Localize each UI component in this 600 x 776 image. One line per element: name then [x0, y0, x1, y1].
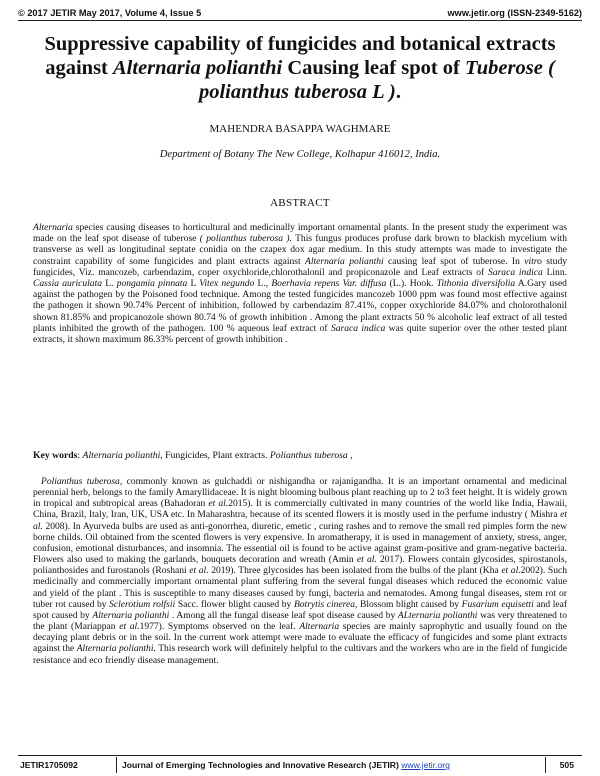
- running-footer: [18, 757, 582, 773]
- footer-divider: [545, 757, 546, 773]
- paper-title: Suppressive capability of fungicides and botanical extracts against Alternaria polianthi Causing leaf spot of Tuberose ( polianthus tuberosa L ).: [44, 33, 556, 103]
- footer-divider: [116, 757, 117, 773]
- abstract-heading: ABSTRACT: [270, 197, 330, 209]
- journal-issue-info: © 2017 JETIR May 2017, Volume 4, Issue 5: [18, 8, 202, 18]
- keywords-line: Key words: Alternaria polianthi, Fungicides, Plant extracts. Polianthus tuberosa ,: [33, 450, 353, 461]
- author-name: MAHENDRA BASAPPA WAGHMARE: [209, 123, 391, 135]
- page-number: 505: [559, 760, 574, 770]
- header-rule: [18, 20, 582, 21]
- introduction-paragraph: Polianthus tuberosa, commonly known as gulchaddi or nishigandha or rajanigandha. It is an important ornamental and medicinal perennial herb, belongs to the family Amaryllidaceae. It is night blooming bulbous plant reaching up to 2 to3 feet height. It is widely grown in tropical and subtropical areas (Bahadoran et al.2015). It is commercially cultivated in many countries of the world like India, Hawaii, China, Brazil, Italy, Iran, UK, USA etc. In Maharashtra, because of its scented flowers it is mostly used in the perfume industry ( Mishra et al. 2008). In Ayurveda bulbs are used as anti-gonorrhea, diuretic, emetic , curing rashes and to remove the small red pimples form the new borne childs. Oil obtained from the scented flowers is very expensive. In aromatherapy, it is used in management of anxiety, stress, anger, confusion, emotional disturbances, and insomnia. The essential oil is found to be active against gram-positive and gram-negative bacteria. Flowers also used to making the garlands, bouquets decoration and wreath (Amin et al. 2017). Flowers contain glycosides, spirostanols, polianthosides and furostanols (Roshani et al. 2019). Three glycosides has been isolated from the bulbs of the plant (Kha et al.2002). Such medicinally and commercially important ornamental plant suffering from the several fungal diseases which reduced the economic value and yield of the plant . This is susceptible to many diseases caused by fungi, bacteria and nematodes. Among fungal diseases, stem rot or tuber rot caused by Sclerotium rolfsii Sacc. flower blight caused by Botrytis cinerea, Blossom blight caused by Fusarium equisetti and leaf spot caused by Alternaria polianthi . Among all the fungal disease leaf spot disease caused by ALternaria polianthi was very threatened to the plant (Mariappan et al.1977). Symptoms observed on the leaf. Alternaria species are mainly saprophytic and usually found on the decaying plant debris or in the soil. In the current work attempt were made to evaluate the efficacy of fungicides and some plant extracts against the Alternaria polianthi. This research work will definitely helpful to the cultivars and the workers who are in the field of fungicide resistance and eco friendly disease management.: [33, 476, 568, 666]
- keywords-label: Key words: [33, 450, 78, 461]
- article-code: JETIR1705092: [20, 760, 78, 770]
- journal-name: Journal of Emerging Technologies and Innovative Research (JETIR) www.jetir.org: [122, 760, 450, 770]
- footer-rule: [18, 755, 582, 756]
- journal-link[interactable]: www.jetir.org: [401, 760, 450, 770]
- abstract-text: Alternaria species causing diseases to horticultural and medicinally important ornamental plants. In the present study the experiment was made on the leaf spot disease of tuberose ( polianthus tuberosa ). This fungus produces profuse dark brown to blackish mycelium with transverse as well as longitudinal septate conidia on the czapex dox agar medium. In this study attempts was made to investigate the constraint capability of some fungicides and plant extracts against Alternaria polianthi causing leaf spot of tuberose. In vitro study fungicides, Viz. mancozeb, carbendazim, coper oxychloride,chlorothalonil and propiconazole and Leaf extracts of Saraca indica Linn. Cassia auriculata L. pongamia pinnata L Vitex negundo L., Boerhavia repens Var. diffusa (L.). Hook. Tithonia diversifolia A.Gary used against the pathogen by the Poisoned food technique. Among the tested fungicides mancozeb 1000 ppm was found most effective against the pathogen it shown 90.74% Percent of inhibition, followed by carbendazim 87.41%, copper oxychloride 84.07% and cholorothalonil shown 81.85% and propicanozole shown 80.74 % of growth inhibition . Among the plant extracts 50 % alcoholic leaf extract of all tested plants inhibited the growth of the pathogen. 100 % aqueous leaf extract of Saraca indica was quite superior over the other tested plant extracts, it shown maximum 86.33% percent of growth inhibition .: [33, 222, 568, 346]
- running-header: [18, 5, 582, 21]
- author-affiliation: Department of Botany The New College, Kolhapur 416012, India.: [159, 149, 441, 160]
- journal-website-issn: www.jetir.org (ISSN-2349-5162): [447, 8, 582, 18]
